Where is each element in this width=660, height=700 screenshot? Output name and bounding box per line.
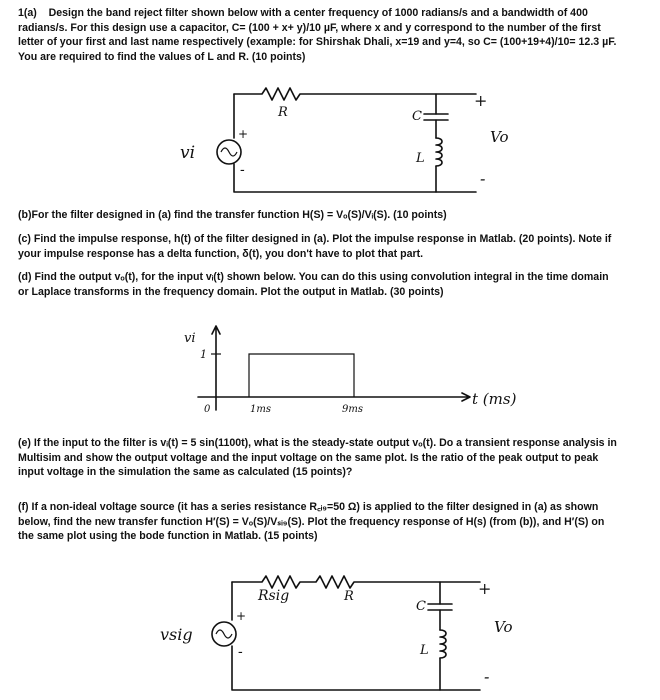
source-plus-2: + xyxy=(236,609,247,623)
output-plus-2: + xyxy=(478,579,492,598)
circuit-2-diagram xyxy=(0,560,660,700)
part-e-line-1: (e) If the input to the filter is vᵢ(t) = 5 sin(1100t), what is the steady-state output vₒ(t). Do a transient response analysis in xyxy=(18,437,617,449)
source-plus: + xyxy=(238,127,249,141)
part-f-line-1: (f) If a non-ideal voltage source (it has a series resistance R꜀ᵢ₉=50 Ω) is applied to the filter designed in (a) as shown xyxy=(18,501,599,513)
pulse-input-graph xyxy=(0,320,660,420)
output-plus: + xyxy=(474,91,488,110)
part-c-line-1: (c) Find the impulse response, h(t) of the filter designed in (a). Plot the impulse response in Matlab. (20 points). Note if xyxy=(18,233,612,245)
inductor-icon-2 xyxy=(440,630,446,658)
inductor-label: L xyxy=(416,151,425,166)
capacitor-label-2: C xyxy=(416,599,426,614)
output-label-2: Vo xyxy=(494,618,513,636)
y-tick-label: 1 xyxy=(200,348,207,361)
part-d-line-2: or Laplace transforms in the frequency domain. Plot the output in Matlab. (30 points) xyxy=(18,285,444,298)
part-f-text xyxy=(18,500,648,544)
source-minus-2: - xyxy=(238,644,243,660)
source-minus: - xyxy=(240,162,245,178)
input-label-2: vsig xyxy=(160,625,193,644)
output-label: Vo xyxy=(490,128,509,146)
part-d-text xyxy=(18,270,648,299)
part-c-text xyxy=(18,232,648,261)
part-d-line-1: (d) Find the output vₒ(t), for the input vᵢ(t) shown below. You can do this using convolution integral in the time domain xyxy=(18,271,609,283)
part-b-line-1: (b)For the filter designed in (a) find the transfer function H(S) = Vₒ(S)/Vᵢ(S). (10 points) xyxy=(18,209,447,221)
part-b-text xyxy=(18,208,648,223)
ac-wave-icon-2 xyxy=(216,630,232,638)
origin-label: 0 xyxy=(204,404,211,415)
inductor-icon xyxy=(436,138,442,166)
pulse-signal xyxy=(249,354,354,397)
part-a-line-2: radians/s. For this design use a capacitor, C= (100 + x+ y)/10 µF, where x and y correspond to the number of the first xyxy=(18,21,601,34)
part-a-line-1: Design the band reject filter shown below with a center frequency of 1000 radians/s and a bandwidth of 400 xyxy=(48,7,588,19)
output-minus: - xyxy=(480,169,486,188)
resistor-label-2: R xyxy=(344,589,354,604)
x-axis xyxy=(198,393,470,401)
circuit-1-bottom-wire xyxy=(234,164,476,192)
part-f-line-2: below, find the new transfer function H′(S) = Vₒ(S)/Vₛᵢ₉(S). Plot the frequency response of H(s) (from (b)), and H′(S) on xyxy=(18,515,605,528)
y-axis-label: vi xyxy=(184,331,196,346)
capacitor-icon-2 xyxy=(428,604,452,610)
part-e-line-3: input voltage in the simulation the same as calculated (15 points)? xyxy=(18,466,353,478)
output-minus-2: - xyxy=(484,667,490,686)
circuit-1-top-wire xyxy=(234,88,476,100)
capacitor-icon xyxy=(424,114,448,120)
part-e-line-2: Multisim and show the output voltage and the input voltage on the same plot. Is the ratio of the peak output to peak xyxy=(18,451,599,464)
part-e-text xyxy=(18,436,648,480)
t2-label: 9ms xyxy=(342,404,363,415)
inductor-label-2: L xyxy=(420,643,429,658)
circuit-2-bottom-wire xyxy=(232,646,480,690)
part-a-label: 1(a) xyxy=(18,7,37,19)
part-a-line-4: You are required to find the values of L and R. (10 points) xyxy=(18,50,306,63)
x-axis-label: t (ms) xyxy=(472,390,517,408)
t1-label: 1ms xyxy=(250,404,271,415)
part-a-line-3: letter of your first and last name respectively (example: for Shirshak Dhali, x=19 and y=4, so C= (100+19+4)/10= 12.3 µF. xyxy=(18,36,617,48)
resistor-label: R xyxy=(278,105,288,120)
ac-wave-icon xyxy=(221,148,237,156)
part-f-line-3: the same plot using the bode function in Matlab. (15 points) xyxy=(18,530,318,542)
part-a-text xyxy=(18,6,648,64)
part-c-line-2: your impulse response has a delta function, δ(t), you don't have to plot that part. xyxy=(18,247,424,260)
capacitor-label: C xyxy=(412,109,422,124)
rsig-label: Rsig xyxy=(258,588,290,604)
circuit-2-top-wire xyxy=(232,576,480,588)
input-label: vi xyxy=(180,143,196,163)
circuit-1-diagram xyxy=(0,76,660,200)
